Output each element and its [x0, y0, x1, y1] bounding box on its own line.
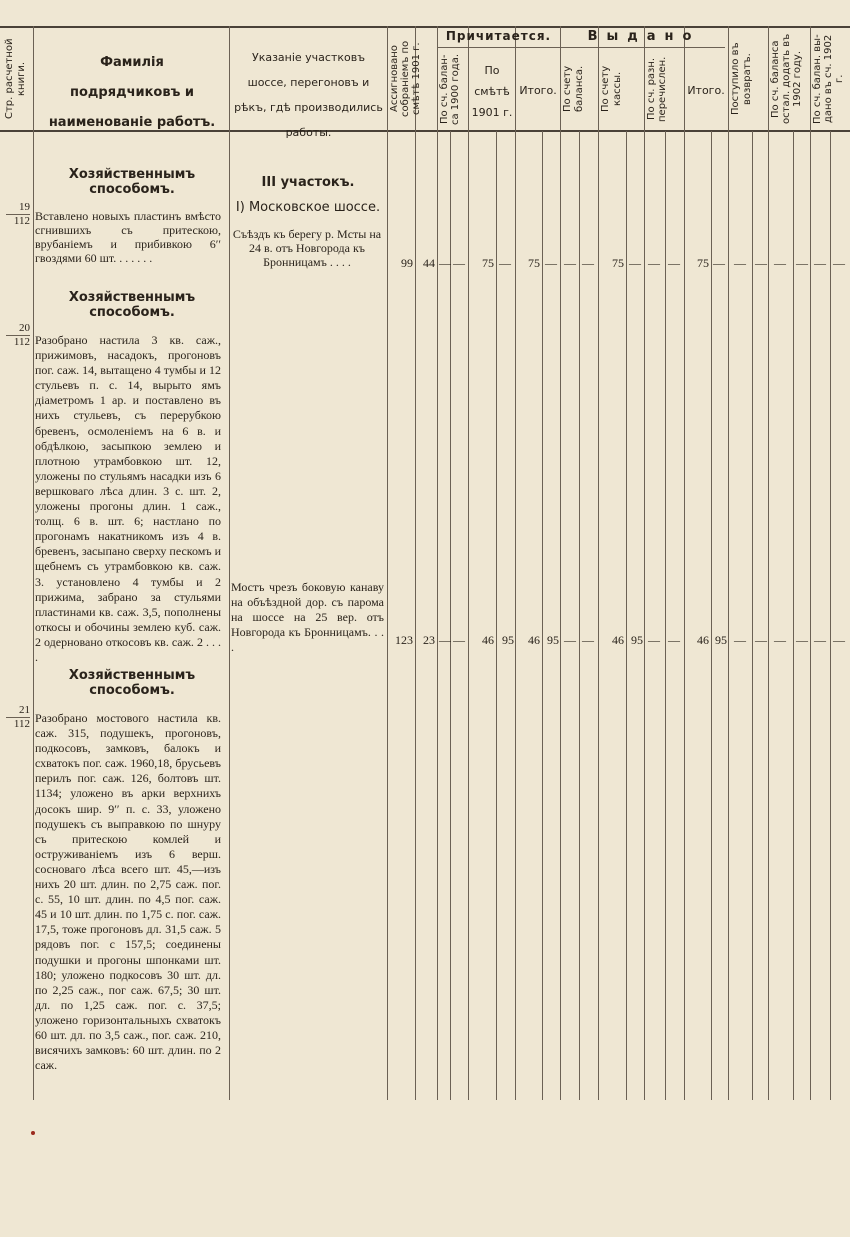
col-line	[387, 26, 388, 1100]
row-method: Хозяйственнымъ способомъ.	[68, 668, 196, 698]
issued-balance-kopecks: —	[582, 256, 594, 270]
col-line	[415, 26, 416, 1100]
header-returned: Поступило въ возвратъ.	[730, 42, 753, 116]
page-reference-denominator: 112	[6, 717, 30, 731]
col-line	[229, 26, 230, 1100]
col-line	[33, 26, 34, 1100]
assigned-rubles: 123	[395, 633, 413, 647]
col-line	[684, 26, 685, 1100]
returned-rubles: —	[734, 633, 746, 647]
work-location: Мостъ чрезъ боковую канаву на объѣздной дор. съ парома на шоссе на 25 вер. отъ Новгорода къ Бронницамъ. . . .	[231, 580, 384, 654]
work-location: Съѣздъ къ берегу р. Мсты на 24 в. отъ Новгорода къ Бронницамъ . . . .	[232, 227, 382, 269]
assigned-kopecks: 23	[423, 633, 435, 647]
assigned-kopecks: 44	[423, 256, 435, 270]
due-total-rubles: 46	[528, 633, 540, 647]
returned-kopecks: —	[755, 633, 767, 647]
col-line	[579, 131, 580, 1100]
due-estimate-kopecks: 95	[502, 633, 514, 647]
section-title: III участокъ.	[261, 175, 355, 190]
col-line	[711, 131, 712, 1100]
header-book-page: Стр. расчетной книги.	[4, 38, 27, 120]
overpaid-kopecks: —	[833, 256, 845, 270]
remaining-kopecks: —	[796, 633, 808, 647]
issued-balance-kopecks: —	[582, 633, 594, 647]
assigned-rubles: 99	[401, 256, 413, 270]
col-line	[496, 131, 497, 1100]
issued-transfers-rubles: —	[648, 633, 660, 647]
issued-transfers-rubles: —	[648, 256, 660, 270]
col-line	[437, 26, 438, 1100]
overpaid-rubles: —	[814, 633, 826, 647]
due-estimate-kopecks: —	[499, 256, 511, 270]
page-reference-denominator: 112	[6, 214, 30, 228]
issued-total-kopecks: —	[713, 256, 725, 270]
col-line	[598, 26, 599, 1100]
due-balance-kopecks: —	[453, 256, 465, 270]
issued-balance-rubles: —	[564, 633, 576, 647]
header-issued-group: Выдано	[587, 29, 701, 44]
header-balance-remaining: По сч. баланса остал. додать въ 1902 году.	[770, 33, 803, 125]
overpaid-rubles: —	[814, 256, 826, 270]
road-title: I) Московское шоссе.	[235, 200, 381, 215]
due-balance-rubles: —	[439, 256, 451, 270]
col-line	[450, 131, 451, 1100]
issued-cash-rubles: 75	[612, 256, 624, 270]
col-line	[665, 131, 666, 1100]
ink-mark	[31, 1131, 35, 1135]
issued-cash-kopecks: —	[629, 256, 641, 270]
due-total-kopecks: 95	[547, 633, 559, 647]
page-reference	[6, 322, 30, 349]
work-description: Разобрано настила 3 кв. саж., прижимовъ, насадокъ, прогоновъ пог. саж. 14, вытащено 4 тумбы и 12 стульевъ п. с. 14, вырыто ямъ діаметромъ 1 ар. и поставлено въ нихъ стульевъ, съ перерубкою бревенъ, осмоленіемъ на 6 в. и обдѣлкою, засыпкою землею и плотною утрамбовкою шт. 12, уложены по стульямъ насадки изъ 6 вершковаго лѣса длин. 3 с. шт. 2, уложены прогоны длин. 1 саж., толщ. 6 в. шт. 6; настлано по прогонамъ накатникомъ изъ 4 в. бревенъ, засыпано сверху пескомъ и щебнемъ съ утрамбовкою кв. саж. 3. установлено 4 тумбы и 2 прижима, забрано за стульями пластинами кв. саж. 3,5, пополнены откосы и обочины землею куб. саж. 2 одерновано откосовъ кв. саж. 2 . . . .	[35, 333, 221, 664]
page-reference-number: 19	[19, 201, 30, 213]
col-line	[644, 26, 645, 1100]
issued-transfers-kopecks: —	[668, 256, 680, 270]
header-issued-transfers: По сч. разн. перечислен.	[646, 56, 668, 122]
due-total-rubles: 75	[528, 256, 540, 270]
col-line	[468, 26, 469, 1100]
page-reference-denominator: 112	[6, 335, 30, 349]
header-due-total: Итого.	[519, 84, 557, 97]
header-balance-overpaid: По сч. балан. вы-дано въ сч. 1902 г.	[812, 34, 845, 124]
due-balance-kopecks: —	[453, 633, 465, 647]
header-contractor: Фамилія подрядчиковъ и наименованіе работъ.	[48, 55, 216, 130]
col-line	[810, 26, 811, 1100]
col-line	[793, 131, 794, 1100]
header-due-balance: По сч. балан-са 1900 года.	[439, 53, 461, 125]
work-description: Вставлено новыхъ пластинъ вмѣсто сгнившихъ съ притескою, врубаніемъ и прибивкою 6′′ гвоздями 60 шт. . . . . . .	[35, 209, 221, 265]
row-method: Хозяйственнымъ способомъ.	[68, 290, 196, 320]
work-description: Разобрано мостового настила кв. саж. 315, подушекъ, прогоновъ, подкосовъ, замковъ, балокъ и схватокъ пог. саж. 1960,18, брусьевъ перилъ пог. саж. 126, болтовъ шт. 1134; уложено въ арки верхнихъ досокъ шир. 9′′ п. с. 33, уложено подушекъ съ выправкою по шнуру съ притескою комлей и оструживаніемъ изъ 6 верш. сосноваго лѣса всего шт. 45,—изъ нихъ 20 шт. длин. по 2,75 саж. пог. с. 55, 10 шт. длин. по 4,5 пог. саж. 45 и 10 шт. длин. по 1,75 с. пог. саж. 17,5, тоже прогоновъ дл. 31,5 саж. 5 рядовъ пог. с 157,5; соединены подушки и прогоны шпонками шт. 180; уложено подкосовъ 30 шт. дл. по 2,25 саж., пог саж. 67,5; 30 шт. дл. по 1,25 саж. пог. с. 37,5; уложено горизонтальныхъ схватокъ 60 шт. дл. по 3,5 саж., пог. саж. 210, висячихъ замковъ: 60 шт. длин. по 2 саж.	[35, 711, 221, 1073]
top-rule	[0, 26, 850, 28]
page-reference	[6, 704, 30, 731]
returned-kopecks: —	[755, 256, 767, 270]
row-method: Хозяйственнымъ способомъ.	[68, 167, 196, 197]
col-line	[752, 131, 753, 1100]
col-line	[830, 131, 831, 1100]
returned-rubles: —	[734, 256, 746, 270]
issued-balance-rubles: —	[564, 256, 576, 270]
remaining-rubles: —	[774, 633, 786, 647]
overpaid-kopecks: —	[833, 633, 845, 647]
header-issued-total: Итого.	[687, 84, 725, 97]
header-location: Указаніе участковъ шоссе, перегоновъ и рѣкъ, гдѣ производились работы.	[234, 51, 383, 139]
header-assigned: Ассигновано собраніемъ по смѣтѣ 1901 г.	[389, 40, 422, 118]
issued-transfers-kopecks: —	[668, 633, 680, 647]
issued-cash-kopecks: 95	[631, 633, 643, 647]
issued-total-kopecks: 95	[715, 633, 727, 647]
page-reference-number: 20	[19, 322, 30, 334]
remaining-rubles: —	[774, 256, 786, 270]
header-due-group: Причитается.	[445, 29, 552, 43]
due-estimate-rubles: 46	[482, 633, 494, 647]
due-balance-rubles: —	[439, 633, 451, 647]
col-line	[560, 26, 561, 1100]
due-total-kopecks: —	[545, 256, 557, 270]
col-line	[728, 26, 729, 1100]
due-estimate-rubles: 75	[482, 256, 494, 270]
issued-total-rubles: 75	[697, 256, 709, 270]
col-line	[542, 131, 543, 1100]
col-line	[768, 26, 769, 1100]
due-group-rule	[437, 47, 560, 48]
issued-cash-rubles: 46	[612, 633, 624, 647]
issued-group-rule	[560, 47, 725, 48]
header-issued-cash: По счету кассы.	[600, 65, 623, 113]
header-due-estimate: По смѣтѣ 1901 г.	[471, 64, 513, 119]
remaining-kopecks: —	[796, 256, 808, 270]
col-line	[626, 131, 627, 1100]
issued-total-rubles: 46	[697, 633, 709, 647]
page-reference-number: 21	[19, 704, 30, 716]
header-issued-balance: По счету баланса.	[562, 65, 585, 113]
page-reference	[6, 201, 30, 228]
col-line	[515, 26, 516, 1100]
